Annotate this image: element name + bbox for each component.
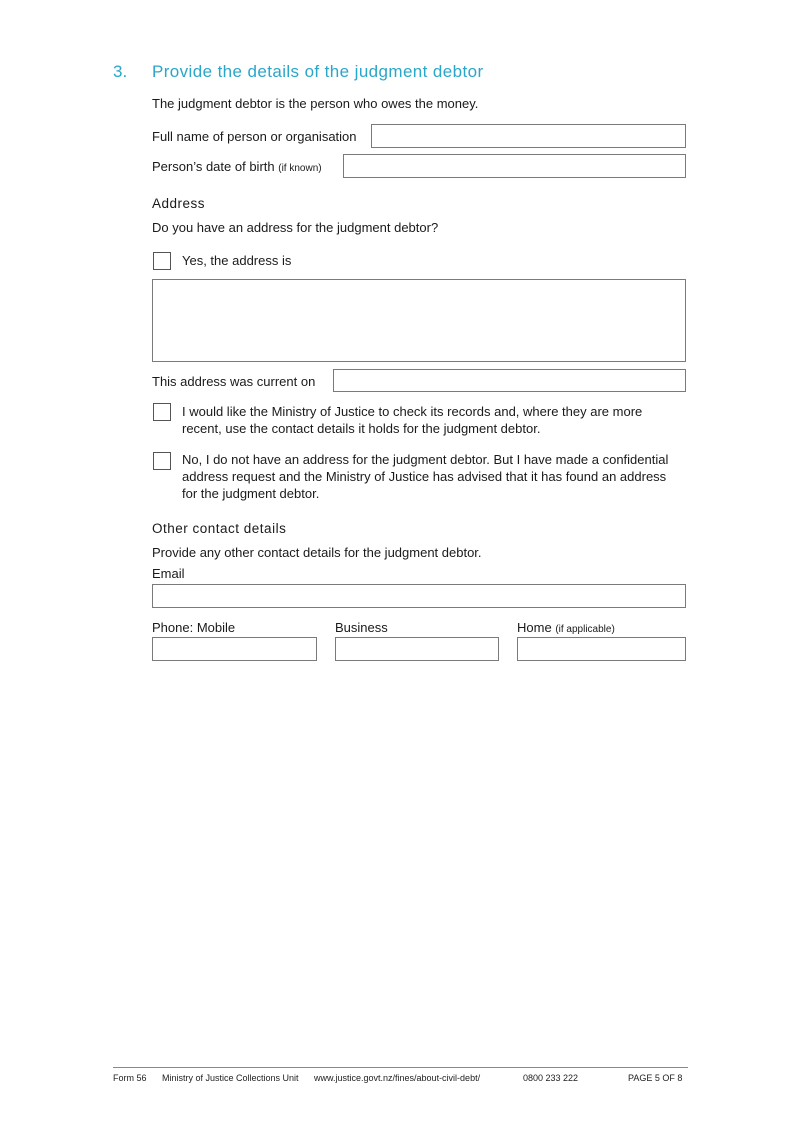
section-number: 3.	[113, 62, 128, 81]
footer-phone: 0800 233 222	[523, 1073, 579, 1083]
address-subheading: Address	[152, 196, 206, 211]
business-field[interactable]	[335, 637, 499, 661]
email-label: Email	[152, 566, 185, 581]
business-label: Business	[335, 620, 388, 635]
check-records-label: I would like the Ministry of Justice to check its records and, where they are more recent, use the contact details it holds for the judgment debtor.	[182, 404, 643, 436]
home-note: (if applicable)	[555, 624, 615, 635]
full-name-label: Full name of person or organisation	[152, 129, 357, 144]
current-on-field[interactable]	[333, 369, 686, 392]
address-question: Do you have an address for the judgment debtor?	[152, 220, 439, 235]
dob-label	[152, 159, 322, 177]
no-address-label: No, I do not have an address for the judgment debtor. But I have made a confidential address request and the Ministry of Justice has advised that it has found an address for the judgment debtor.	[182, 452, 669, 501]
contact-subheading: Other contact details	[152, 521, 287, 536]
yes-address-checkbox[interactable]	[153, 252, 171, 270]
full-name-field[interactable]	[371, 124, 686, 148]
section-title: Provide the details of the judgment debtor	[152, 62, 484, 81]
yes-address-label: Yes, the address is	[182, 253, 292, 268]
mobile-label: Phone: Mobile	[152, 620, 236, 635]
footer-unit: Ministry of Justice Collections Unit	[162, 1073, 299, 1083]
home-field[interactable]	[517, 637, 686, 661]
home-label-text: Home	[517, 620, 552, 635]
contact-intro: Provide any other contact details for the judgment debtor.	[152, 545, 482, 560]
footer-divider	[113, 1067, 688, 1068]
no-address-checkbox[interactable]	[153, 452, 171, 470]
section-intro: The judgment debtor is the person who owes the money.	[152, 96, 479, 111]
dob-field[interactable]	[343, 154, 686, 178]
home-label	[517, 620, 615, 638]
check-records-checkbox[interactable]	[153, 403, 171, 421]
footer-url: www.justice.govt.nz/fines/about-civil-debt/	[314, 1073, 481, 1083]
dob-note: (if known)	[278, 163, 322, 174]
footer-form: Form 56	[113, 1073, 147, 1083]
address-textarea[interactable]	[152, 279, 686, 362]
footer-page: PAGE 5 OF 8	[628, 1073, 683, 1083]
current-on-label: This address was current on	[152, 374, 316, 389]
dob-label-text: Person’s date of birth	[152, 159, 275, 174]
mobile-field[interactable]	[152, 637, 317, 661]
email-field[interactable]	[152, 584, 686, 608]
